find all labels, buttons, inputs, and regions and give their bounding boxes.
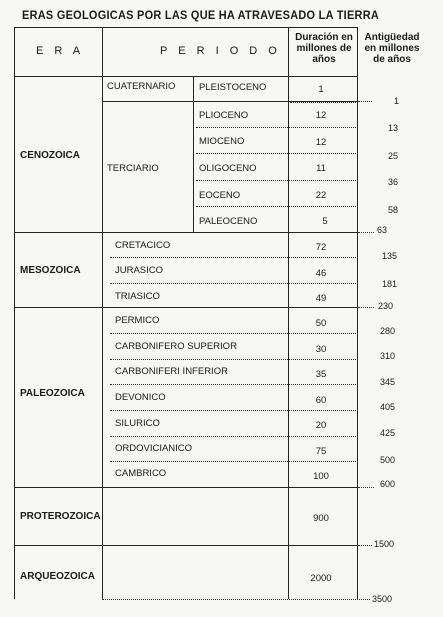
header-antiguedad: Antigüedad en millones de años [364, 32, 420, 65]
duration-value: 12 [315, 137, 327, 148]
duration-value: 60 [315, 395, 327, 406]
antiguedad-value: 405 [380, 402, 396, 412]
antiguedad-value: 36 [388, 177, 399, 187]
epoch-name: MIOCENO [199, 136, 245, 147]
epoch-name: EOCENO [199, 190, 241, 201]
epoch-name: OLIGOCENO [199, 163, 257, 174]
antiguedad-value: 63 [377, 225, 388, 235]
row-separator [110, 384, 358, 385]
row-separator [110, 283, 358, 284]
antiguedad-tick [358, 232, 374, 233]
era-cenozoica: CENOZOICA [20, 150, 80, 161]
antiguedad-value: 310 [380, 351, 396, 361]
period-cuaternario: CUATERNARIO [107, 81, 176, 92]
duration-value: 900 [313, 513, 329, 524]
era-mesozoica: MESOZOICA [20, 265, 81, 276]
row-separator [196, 153, 358, 154]
period-name: CARBONIFERI INFERIOR [115, 366, 228, 377]
antiguedad-tick [358, 487, 374, 488]
header-periodo: P E R I O D O [160, 45, 281, 57]
duration-value: 20 [315, 420, 327, 431]
period-name: JURASICO [115, 265, 164, 276]
duration-value: 5 [322, 216, 328, 227]
era-separator-paleozoica [14, 487, 358, 488]
period-name: SILURICO [115, 418, 160, 429]
era-separator-cenozoica [14, 232, 358, 233]
row-separator [110, 257, 358, 258]
header-era: E R A [36, 45, 85, 57]
era-arqueozoica: ARQUEOZOICA [20, 571, 95, 582]
antiguedad-value: 425 [380, 428, 396, 438]
antiguedad-value: 600 [380, 479, 396, 489]
duration-value: 12 [315, 110, 327, 121]
duration-value: 35 [315, 369, 327, 380]
antiguedad-tick [102, 599, 370, 600]
duration-value: 100 [313, 471, 329, 482]
antiguedad-value: 345 [380, 377, 396, 387]
period-name: CARBONIFERO SUPERIOR [115, 341, 237, 352]
duration-value: 49 [315, 293, 327, 304]
table-top-border [14, 27, 358, 28]
row-separator [110, 359, 358, 360]
row-separator [110, 461, 358, 462]
period-name: DEVONICO [115, 392, 166, 403]
era-proterozoica: PROTEROZOICA [20, 511, 101, 522]
row-separator [196, 180, 358, 181]
antiguedad-tick [358, 307, 374, 308]
duration-value: 72 [315, 242, 327, 253]
era-paleozoica: PALEOZOICA [20, 388, 85, 399]
epoch-name: PLIOCENO [199, 110, 249, 121]
antiguedad-value: 13 [388, 123, 399, 133]
row-separator [290, 102, 358, 103]
period-name: PERMICO [115, 315, 160, 326]
row-separator [110, 410, 358, 411]
period-terciario: TERCIARIO [107, 163, 159, 174]
document-title: ERAS GEOLOGICAS POR LAS QUE HA ATRAVESADO LA TIERRA [22, 10, 380, 22]
duration-value: 46 [315, 268, 327, 279]
row-separator [110, 333, 358, 334]
header-duracion: Duración en millones de años [295, 32, 353, 65]
duration-value: 75 [315, 446, 327, 457]
duration-value: 1 [318, 84, 324, 95]
period-name: TRIASICO [115, 291, 160, 302]
antiguedad-value: 3500 [372, 594, 393, 604]
era-separator-mesozoica [14, 307, 358, 308]
row-separator [196, 206, 358, 207]
antiguedad-value: 280 [380, 326, 396, 336]
antiguedad-value: 1 [394, 96, 400, 106]
antiguedad-value: 500 [380, 455, 396, 465]
antiguedad-value: 1500 [374, 539, 395, 549]
row-separator [196, 127, 358, 128]
row-separator [110, 436, 358, 437]
antiguedad-value: 135 [382, 251, 398, 261]
antiguedad-tick [358, 545, 372, 546]
antiguedad-value: 58 [388, 205, 399, 215]
table-left-border [14, 27, 15, 599]
duration-value: 2000 [310, 573, 332, 584]
antiguedad-tick [358, 101, 372, 102]
period-name: CRETACICO [115, 240, 171, 251]
epoch-column-divider [193, 76, 194, 232]
epoch-name: PALEOCENO [199, 216, 258, 227]
epoch-name: PLEISTOCENO [199, 82, 267, 93]
period-name: CAMBRICO [115, 468, 167, 479]
duration-value: 22 [315, 190, 327, 201]
duration-value: 50 [315, 318, 327, 329]
era-column-divider [102, 27, 103, 599]
antiguedad-value: 25 [388, 151, 399, 161]
period-name: ORDOVICIANICO [115, 443, 193, 454]
periodo-column-divider [288, 27, 289, 599]
duration-column-divider [357, 27, 358, 599]
header-bottom-border [14, 76, 358, 77]
era-separator-proterozoica [14, 545, 358, 546]
antiguedad-value: 230 [378, 301, 394, 311]
antiguedad-value: 181 [382, 279, 398, 289]
duration-value: 11 [316, 163, 326, 174]
duration-value: 30 [315, 344, 327, 355]
